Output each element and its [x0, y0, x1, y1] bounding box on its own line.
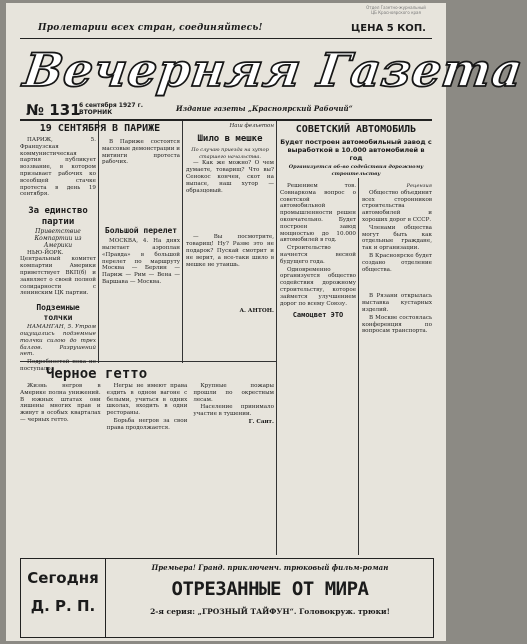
car-article-head — [280, 123, 432, 179]
cinema-advertisement — [20, 558, 434, 638]
car-text-3: Одновременно организуется общество содействия дорожному строительству, которое займется улучшением дорог по всему Союзу. — [280, 266, 356, 307]
paris-headline-box — [20, 123, 180, 135]
headline-paris: 19 СЕНТЯБРЯ В ПАРИЖЕ — [39, 123, 161, 134]
column-4 — [280, 183, 356, 555]
ad-right-panel — [107, 559, 433, 637]
feuilleton-text-1: — Как же можно? О чем думаете, товарищ? Что вы? Сенокос кончен, скот на выпасе, наш хутор — образцовый. — [186, 160, 274, 194]
col5-text-5: В Москве состоялась конференция по вопросам транспорта. — [362, 314, 432, 335]
issue-date: 6 сентября 1927 г. ВТОРНИК — [79, 102, 143, 116]
paris-text: ПАРИЖ, 5. Французская коммунистическая партия публикует воззвание, в котором призывает рабочих ко всеобщей стачке протеста в день 19 сентября. — [20, 137, 96, 198]
ad-premiere: Премьера! Гранд. приключенч. трюковый фильм-роман — [151, 563, 389, 572]
rubric-feuilleton: Наш фельетон — [229, 123, 274, 129]
publisher: Издание газеты „Красноярский Рабочий“ — [176, 104, 353, 113]
headline-black-ghetto: Черное гетто — [46, 366, 148, 382]
slogan: Пролетарии всех стран, соединяйтесь! — [38, 23, 263, 33]
headline-big-flight: Большой перелет — [104, 226, 178, 236]
ad-film-title: ОТРЕЗАННЫЕ ОТ МИРА — [171, 578, 369, 600]
headline-feuilleton: Шило в мешке — [197, 133, 263, 144]
col3b-signature: Г. Сант. — [248, 418, 274, 425]
masthead-title: Вечерняя Газета — [20, 43, 527, 97]
big-flight-text: МОСКВА, 4. На днях вылетает аэроплан «Правда» в большой перелет по маршруту Москва — Берлин — Париж — Рим — Вена — Варшава — Москва. — [102, 238, 180, 285]
ghetto-text-1: Жизнь негров в Америке полна унижений. В южных штатах они лишены многих прав и живут в особых кварталах — черных гетто. — [20, 383, 101, 423]
col3b-text-2: Население принимало участие в тушении. — [193, 404, 274, 418]
party-unity-text: НЬЮ-ЙОРК. Центральный комитет компартии Америки приветствует ВКП(б) и заявляет о своей полной солидарности с ленинским ЦК партии. — [20, 249, 96, 297]
ghetto-text-3: Борьба негров за свои права продолжается. — [106, 417, 188, 431]
column-3 — [186, 123, 274, 361]
column-1 — [20, 137, 96, 372]
library-stamp: Отдел Газетно-журнальный ЦБ Красноярского края — [366, 5, 426, 15]
issue-number: № 131 — [26, 101, 81, 119]
headline-tremors: Подземные толчки — [36, 303, 80, 323]
col5-text-3: В Красноярске будет создано отделение общества. — [362, 252, 432, 273]
ad-series: 2-я серия: „ГРОЗНЫЙ ТАЙФУН“. Головокруж. трюки! — [150, 607, 390, 616]
car-lead: Будет построен автомобильный завод с выработкой в 10.000 автомобилей в год — [280, 138, 432, 162]
column-5 — [362, 183, 432, 555]
col5-text-1: Общество объединит всех сторонников строительства автомобилей и хороших дорог в СССР. — [362, 189, 432, 223]
headline-column-4: Самоцвет ЭТО — [292, 311, 344, 320]
car-subhead: Организуется об-во содействия дорожному строительству — [288, 164, 424, 177]
ad-left-panel — [21, 559, 106, 637]
feuilleton-epigraph: По случаю приезда на хутор старшего начальства. — [191, 146, 269, 160]
paris-text-continued: В Париже состоятся массовые демонстрации и митинги протеста рабочих. — [102, 139, 180, 166]
headline-party-unity: За единство партии — [28, 206, 88, 228]
price: ЦЕНА 5 КОП. — [351, 23, 426, 34]
rubric-review: Рецензия — [406, 183, 432, 189]
tremors-text: НАМАНГАН, 5. Утром ощущались подземные толчки силою до трех баллов. Разрушений нет. — [20, 324, 96, 358]
feuilleton-signature: А. АНТОН. — [239, 308, 274, 315]
col5-text-2: Членами общества могут быть как отдельные граждане, так и организации. — [362, 224, 432, 252]
tremors-text-2: Подробностей пока не поступало. — [20, 359, 96, 372]
column-2 — [102, 139, 180, 361]
col3b-text-1: Крупные пожары прошли по окрестным лесам. — [193, 383, 274, 403]
headline-soviet-car: СОВЕТСКИЙ АВТОМОБИЛЬ — [295, 124, 417, 135]
ghetto-article — [20, 365, 274, 555]
subhead-party-unity: Приветствие Компартии из Америки — [34, 228, 82, 249]
ad-cinema-name: Д. Р. П. — [30, 597, 96, 615]
ghetto-text-2: Негры не имеют права ездить в одном вагоне с белыми, учиться в одних школах, входить в одни рестораны. — [106, 383, 188, 417]
car-text-2: Строительство начнется весной будущего года. — [280, 245, 356, 265]
masthead-rule — [20, 119, 432, 121]
car-text-1: Решением тов. Совнаркома вопрос о советской автомобильной промышленности решен окончательно. Будет построен завод мощностью до 10.000 автомобилей в год. — [280, 183, 356, 244]
newspaper-page — [6, 3, 527, 641]
header-rule — [20, 38, 432, 39]
feuilleton-text-2: — Вы посмотрите, товарищ! Ну? Разве это не подарок? Пускай смотрит и не верит, а все-таки шило в мешке не утаишь. — [186, 234, 274, 268]
ad-today: Сегодня — [27, 569, 99, 587]
col5-text-4: В Рязани открылась выставка кустарных изделий. — [362, 293, 432, 313]
